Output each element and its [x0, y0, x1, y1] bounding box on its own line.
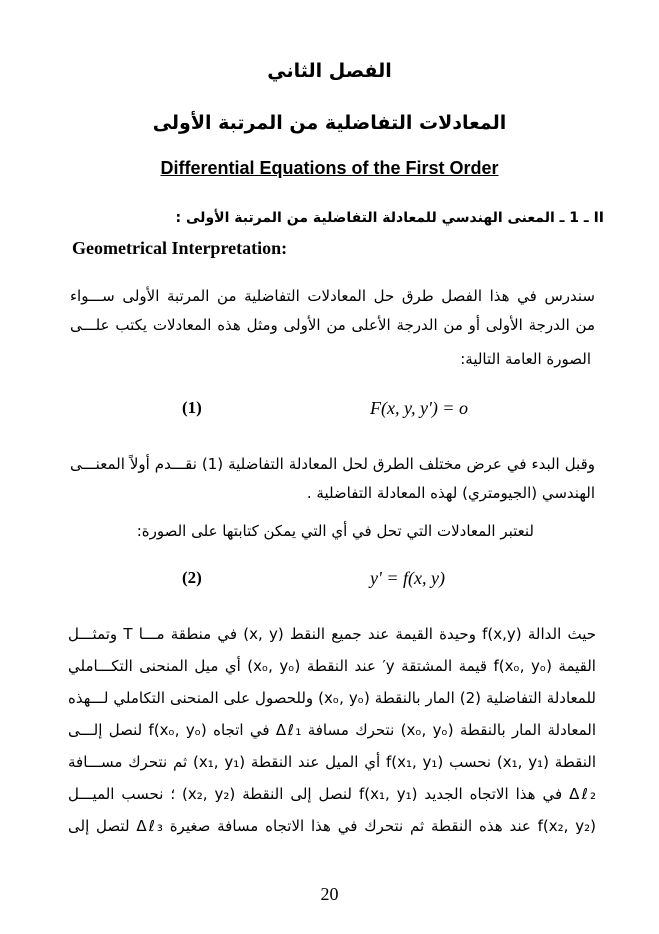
section-heading-english: Geometrical Interpretation:: [72, 238, 288, 258]
equation-1: [0, 398, 659, 426]
equation-2-body: y' = f(x, y): [370, 568, 445, 588]
chapter-subtitle-arabic: المعادلات التفاضلية من المرتبة الأولى: [152, 112, 507, 134]
explanation-line-4: المعادلة المار بالنقطة (xₒ, yₒ) نتحرك مسافة Δℓ₁ في اتجاه f(xₒ, yₒ) لنصل إلـــى: [68, 721, 596, 739]
equation-1-number: (1): [182, 398, 202, 417]
intro-line-3: الصورة العامة التالية:: [460, 350, 591, 368]
section-heading-arabic: II ـ 1 ـ المعنى الهندسي للمعادلة التفاضلية من المرتبة الأولى :: [175, 210, 604, 226]
intro-line-1: سندرس في هذا الفصل طرق حل المعادلات التفاضلية من المرتبة الأولى ســـواء: [70, 287, 595, 305]
equation-1-body: F(x, y, y') = o: [370, 398, 468, 418]
before-paragraph: [70, 450, 595, 508]
page-number: 20: [320, 884, 339, 904]
before-line-1: وقبل البدء في عرض مختلف الطرق لحل المعادلة التفاضلية (1) نقـــدم أولاً المعنـــى: [70, 455, 595, 473]
before-line-2: الهندسي (الجيومتري) لهذه المعادلة التفاضلية .: [306, 484, 595, 502]
explanation-paragraph: [68, 618, 596, 842]
explanation-line-1: حيث الدالة f(x,y) وحيدة القيمة عند جميع النقط (x, y) في منطقة مـــا T وتمثـــل: [68, 625, 596, 643]
chapter-title: الفصل الثاني: [267, 60, 392, 82]
chapter-subtitle-english: Differential Equations of the First Order: [160, 158, 499, 178]
intro-line-2: من الدرجة الأولى أو من الدرجة الأعلى من الأولى ومثل هذه المعادلات يكتب علـــى: [70, 316, 595, 334]
explanation-line-6: Δℓ₂ في هذا الاتجاه الجديد f(x₁, y₁) لنصل إلى النقطة (x₂, y₂) ؛ نحسب الميـــل: [68, 785, 596, 803]
intro-paragraph: [70, 282, 595, 340]
equation-2: [0, 568, 659, 596]
explanation-line-3: للمعادلة التفاضلية (2) المار بالنقطة (xₒ, yₒ) وللحصول على المنحنى التكاملي لـــهذه: [68, 689, 596, 707]
equation-2-number: (2): [182, 568, 202, 587]
consider-line: لنعتبر المعادلات التي تحل في أي التي يمكن كتابتها على الصورة:: [136, 522, 534, 540]
explanation-line-2: القيمة f(xₒ, yₒ) قيمة المشتقة y′ عند النقطة (xₒ, yₒ) أي ميل المنحنى التكـــاملي: [68, 657, 596, 675]
explanation-line-5: النقطة (x₁, y₁) نحسب f(x₁, y₁) أي الميل عند النقطة (x₁, y₁) ثم نتحرك مســـافة: [68, 753, 596, 771]
explanation-line-7: f(x₂, y₂) عند هذه النقطة ثم نتحرك في هذا الاتجاه مسافة صغيرة Δℓ₃ لتصل إلى: [68, 817, 596, 835]
